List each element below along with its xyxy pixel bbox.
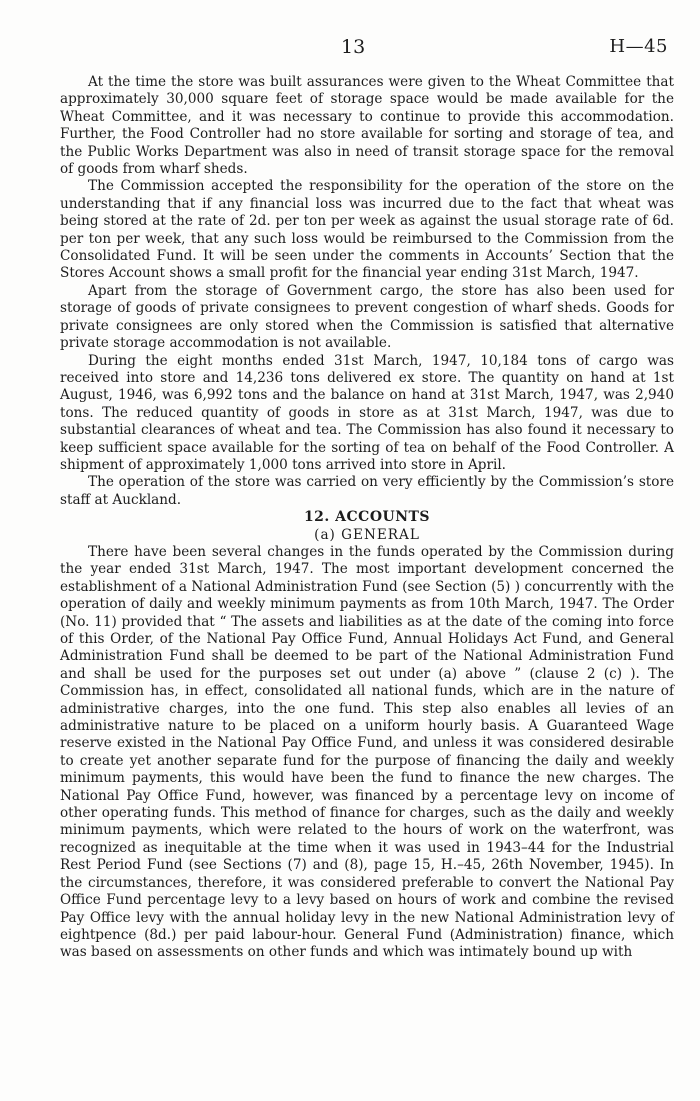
paragraph-commission-responsibility: The Commission accepted the responsibility for the operation of the store on the understanding that if any financial loss was incurred due to the fact that wheat was being stored at the rate of 2d. per ton per week as against the usual storage rate of 6d. per ton per week, that any such loss would be reimbursed to the Commission from the Consolidated Fund. It will be seen under the comments in Accounts’ Section that the Stores Account shows a small profit for the financial year ending 31st March, 1947. [60,178,674,282]
paragraph-accounts-general: There have been several changes in the funds operated by the Commission during the year ended 31st March, 1947. The most important development concerned the establishment of a National Administration Fund (see Section (5) ) concurrently with the operation of daily and weekly minimum payments as from 10th March, 1947. The Order (No. 11) provided that “ The assets and liabilities as at the date of the coming into force of this Order, of the National Pay Office Fund, Annual Holidays Act Fund, and General Administration Fund shall be deemed to be part of the National Administration Fund and shall be used for the purposes set out under (a) above ” (clause 2 (c) ). The Commission has, in effect, consolidated all national funds, which are in the nature of administrative charges, into the one fund. This step also enables all levies of an administrative nature to be placed on a uniform hourly basis. A Guaranteed Wage reserve existed in the National Pay Office Fund, and unless it was considered desirable to create yet another separate fund for the purpose of financing the daily and weekly minimum payments, this would have been the fund to finance the new charges. The National Pay Office Fund, however, was financed by a percentage levy on income of other operating funds. This method of finance for charges, such as the daily and weekly minimum payments, which were related to the hours of work on the waterfront, was recognized as inequitable at the time when it was used in 1943–44 for the Industrial Rest Period Fund (see Sections (7) and (8), page 15, H.–45, 26th November, 1945). In the circumstances, therefore, it was considered preferable to convert the National Pay Office Fund percentage levy to a levy based on hours of work and combine the revised Pay Office levy with the annual holiday levy in the new National Administration levy of eightpence (8d.) per paid labour-hour. General Fund (Administration) finance, which was based on assessments on other funds and which was intimately bound up with [60,543,674,961]
paragraph-store-staff: The operation of the store was carried on very efficiently by the Commission’s store staff at Auckland. [60,474,674,508]
page-header [60,36,668,60]
section-heading: 12. ACCOUNTS [303,509,431,526]
paragraph-private-storage: Apart from the storage of Government cargo, the store has also been used for storage of goods of private consignees to prevent congestion of wharf sheds. Goods for private consignees are only stored when the Commission is satisfied that alternative private storage accommodation is not available. [60,282,674,352]
subsection-heading: (a) GENERAL [314,526,420,543]
page-number: 13 [341,36,366,58]
document-reference: H—45 [609,36,668,57]
paragraph-wheat-committee: At the time the store was built assurances were given to the Wheat Committee that approximately 30,000 square feet of storage space would be made available for the Wheat Committee, and it was necessary to continue to provide this accommodation. Further, the Food Controller had no store available for sorting and storage of tea, and the Public Works Department was also in need of transit storage space for the removal of goods from wharf sheds. [60,74,674,178]
body-text [60,74,674,962]
paragraph-cargo-tonnage: During the eight months ended 31st March, 1947, 10,184 tons of cargo was received into store and 14,236 tons delivered ex store. The quantity on hand at 1st August, 1946, was 6,992 tons and the balance on hand at 31st March, 1947, was 2,940 tons. The reduced quantity of goods in store as at 31st March, 1947, was due to substantial clearances of wheat and tea. The Commission has also found it necessary to keep sufficient space available for the sorting of tea on behalf of the Food Controller. A shipment of approximately 1,000 tons arrived into store in April. [60,352,674,473]
